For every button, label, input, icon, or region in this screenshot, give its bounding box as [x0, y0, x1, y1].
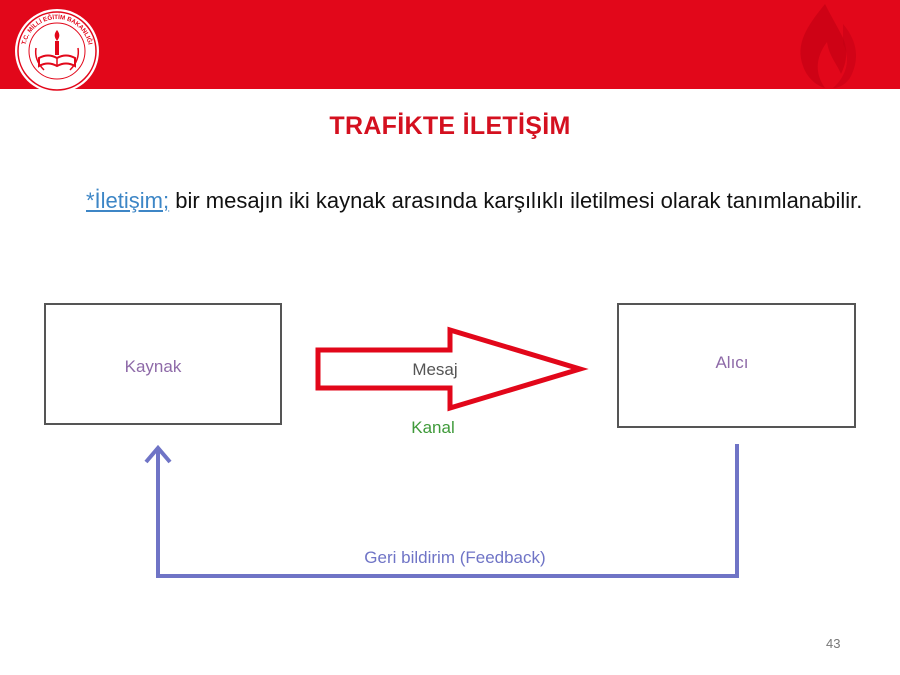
message-label: Mesaj [412, 360, 458, 379]
receiver-label: Alıcı [715, 353, 749, 372]
page-number: 43 [826, 636, 841, 651]
slide-title: TRAFİKTE İLETİŞİM [329, 112, 571, 140]
definition-text: bir mesajın iki kaynak arasında karşılıklı iletilmesi olarak tanımlanabilir. [169, 188, 863, 213]
flame-icon [785, 4, 865, 88]
source-label: Kaynak [124, 357, 182, 376]
communication-diagram [0, 296, 900, 596]
definition-paragraph [86, 186, 868, 215]
channel-label: Kanal [411, 418, 455, 437]
definition-term: *İletişim; [86, 188, 170, 213]
feedback-label: Geri bildirim (Feedback) [364, 548, 546, 567]
ministry-logo [14, 8, 100, 94]
header-bar [0, 0, 900, 89]
svg-text:T.C. MİLLİ EĞİTİM BAKANLIĞI: T.C. MİLLİ EĞİTİM BAKANLIĞI [20, 13, 94, 46]
